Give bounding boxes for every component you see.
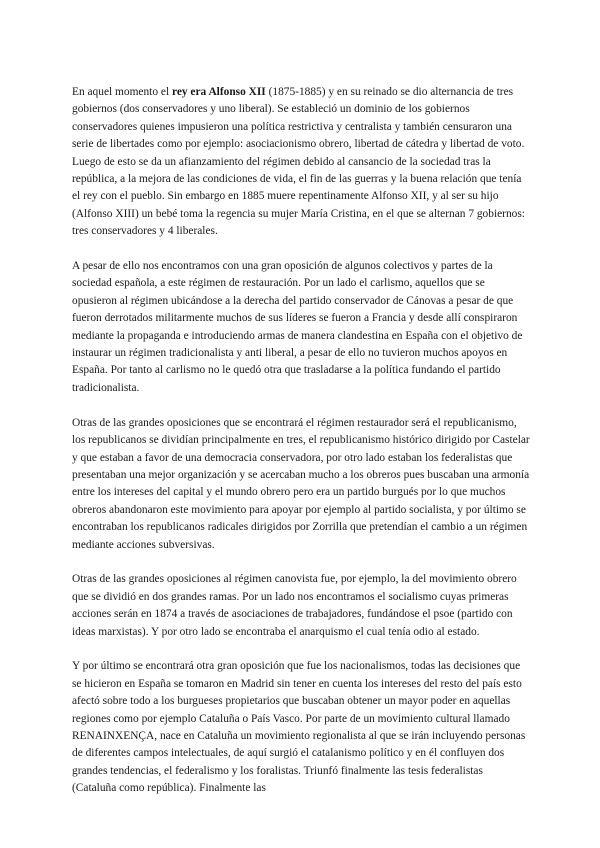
paragraph-carlismo: A pesar de ello nos encontramos con una gran oposición de algunos colectivos y partes de la sociedad española, a este régimen de restauración. Por un lado el carlismo, aquellos que se opusieron al régimen ubicándose a la derecha del partido conservador de Cánovas a pesar de que fueron derrotados militarmente muchos de sus líderes se fueron a Francia y desde allí conspiraron mediante la propaganda e introduciendo armas de manera clandestina en España con el objetivo de instaurar un régimen tradicionalista y anti liberal, a pesar de ello no tuvieron muchos apoyos en España. Por tanto al carlismo no le quedó otra que trasladarse a la política fundando el partido tradicionalista.	[72, 260, 523, 394]
bold-phrase: rey era Alfonso XII	[171, 86, 266, 98]
paragraph-text-start: En aquel momento el	[72, 86, 172, 98]
paragraph-nacionalismos: Y por último se encontrará otra gran oposición que fue los nacionalismos, todas las decisiones que se hicieron en España se tomaron en Madrid sin tener en cuenta los intereses del resto del país esto afectó sobre todo a los burgueses propietarios que buscaban obtener un mayor poder en aquellas regiones como por ejemplo Cataluña o País Vasco. Por parte de un movimiento cultural llamado RENAINXENÇA, nace en Cataluña un movimiento regionalista al que se irán incluyendo personas de diferentes campos intelectuales, de aquí surgió el catalanismo político y en él confluyen dos grandes tendencias, el federalismo y los foralistas. Triunfó finalmente las tesis federalistas (Cataluña como república). Finalmente las	[72, 660, 526, 795]
paragraph-republicanismo: Otras de las grandes oposiciones que se encontrará el régimen restaurador será el republicanismo, los republicanos se dividían principalmente en tres, el republicanismo histórico dirigido por Castelar y que estaban a favor de una democracia conservadora, por otro lado estaban los federalistas que presentaban una mejor organización y se acercaban mucho a los obreros pues buscaban una armonía entre los intereses del capital y el mundo obrero pero era un partido burgués por lo que muchos obreros abandonaron este movimiento para apoyar por ejemplo al partido socialista, y por último se encontraban los republicanos radicales dirigidos por Zorrilla que pretendían el cambio a un régimen mediante acciones subversivas.	[72, 416, 530, 551]
paragraph-movimiento-obrero: Otras de las grandes oposiciones al régimen canovista fue, por ejemplo, la del movimiento obrero que se dividió en dos grandes ramas. Por un lado nos encontramos el socialismo cuyas primeras acciones serán en 1874 a través de asociaciones de trabajadores, fundándose el psoe (partido con ideas marxistas). Y por otro lado se encontraba el anarquismo el cual tenía odio al estado.	[72, 573, 517, 638]
paragraph-alfonso-xii	[72, 84, 530, 241]
paragraph-text-rest: (1875-1885) y en su reinado se dio alternancia de tres gobiernos (dos conservadores y uno liberal). Se estableció un dominio de los gobiernos conservadores quienes impusieron una política restrictiva y centralista y también censuraron una serie de libertades como por ejemplo: asociacionismo obrero, libertad de cátedra y libertad de voto. Luego de esto se da un afianzamiento del régimen debido al cansancio de la sociedad tras la república, a la mejora de las condiciones de vida, el fin de las guerras y la buena relación que tenía el rey con el pueblo. Sin embargo en 1885 muere repentinamente Alfonso XII, y al ser su hijo (Alfonso XIII) un bebé toma la regencia su mujer María Cristina, en el que se alternan 7 gobiernos: tres conservadores y 4 liberales.	[72, 86, 525, 238]
document-body	[72, 84, 530, 815]
